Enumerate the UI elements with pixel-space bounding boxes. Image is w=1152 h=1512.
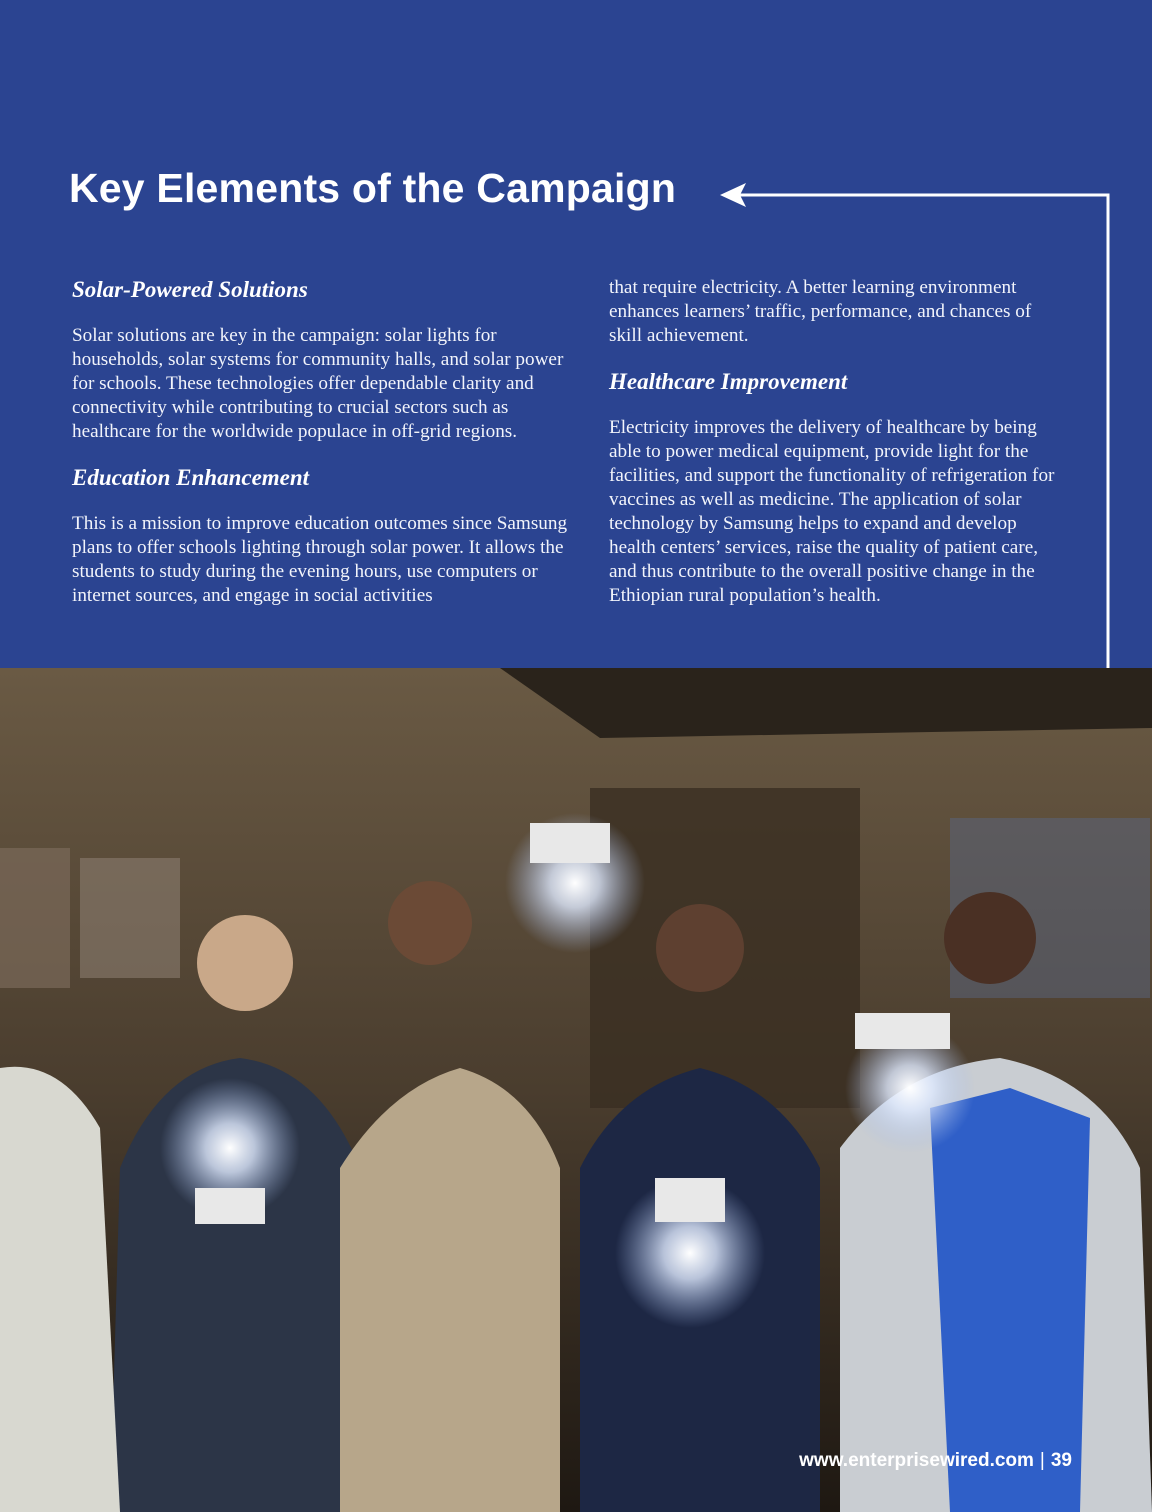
right-column (609, 276, 1059, 628)
photo-illustration (0, 668, 1152, 1512)
section-heading-education: Education Enhancement (72, 465, 310, 490)
section-body-solar: Solar solutions are key in the campaign: solar lights for households, solar systems for community halls, and solar power for schools. These technologies offer dependable clarity and connectivity while contributing to crucial sectors such as healthcare for the worldwide populace in off-grid regions. (72, 325, 564, 442)
footer-separator: | (1039, 1450, 1045, 1471)
section-body-healthcare: Electricity improves the delivery of healthcare by being able to power medical equipment, provide light for the facilities, and support the functionality of refrigeration for vaccines as well as medicine. The application of solar technology by Samsung helps to expand and develop health centers’ services, raise the quality of patient care, and thus contribute to the overall positive change in the Ethiopian rural population’s health. (609, 417, 1055, 606)
page-title: Key Elements of the Campaign (69, 165, 677, 211)
footer-url: www.enterprisewired.com (799, 1450, 1034, 1471)
section-body-education: This is a mission to improve education outcomes since Samsung plans to offer schools lighting through solar power. It allows the students to study during the evening hours, use computers or internet sources, and engage in social activities (72, 513, 568, 606)
page-footer (799, 1450, 1072, 1472)
left-column (72, 276, 572, 628)
section-body-education-continued: that require electricity. A better learning environment enhances learners’ traffic, performance, and chances of skill achievement. (609, 277, 1032, 346)
campaign-photo (0, 668, 1152, 1512)
page-number: 39 (1050, 1450, 1072, 1471)
section-heading-healthcare: Healthcare Improvement (609, 369, 848, 394)
section-heading-solar: Solar-Powered Solutions (72, 277, 308, 302)
